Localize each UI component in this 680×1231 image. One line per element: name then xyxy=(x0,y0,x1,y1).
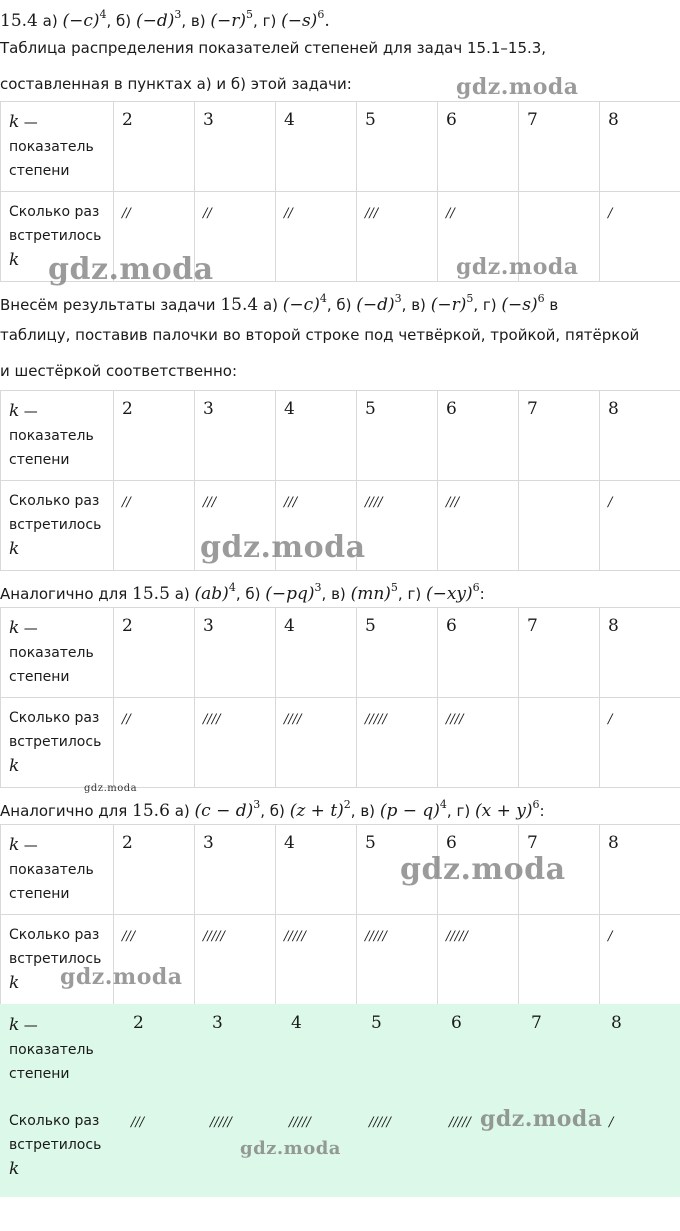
watermark: gdz.moda xyxy=(240,1138,341,1159)
problem-15-4-line: 15.4 а) $(-c)^4$, б) $(-d)^3$, в) $(-r)^5$, г) $(-s)^6$. xyxy=(0,8,330,31)
header-label-cell: k — показатель степени xyxy=(1,1005,123,1101)
table-count-row xyxy=(1,192,680,282)
exponent-cell: 7 xyxy=(519,102,600,192)
exponent-cell: 3 xyxy=(202,1005,281,1101)
answer-table xyxy=(0,1004,680,1197)
tally-cell: // xyxy=(114,192,195,282)
exponent-cell: 6 xyxy=(438,391,519,481)
exponent-cell: 7 xyxy=(521,1005,601,1101)
tally-cell: //// xyxy=(276,698,357,788)
table-count-row xyxy=(1,698,680,788)
tally-cell: /// xyxy=(195,481,276,571)
tally-cell: ///// xyxy=(357,698,438,788)
watermark: gdz.moda xyxy=(400,852,566,887)
exponent-cell: 2 xyxy=(114,608,195,698)
tally-cell: // xyxy=(114,698,195,788)
exponent-cell: 5 xyxy=(357,825,438,915)
watermark: gdz.moda xyxy=(200,530,366,565)
tally-cell: //// xyxy=(357,481,438,571)
expr-b: $(-d)^3$ xyxy=(135,8,182,31)
problem-number: 15.4 xyxy=(0,11,38,31)
para-15-4-line-2: таблицу, поставив палочки во второй строке под четвёркой, тройкой, пятёркой xyxy=(0,326,640,344)
item-g: г) xyxy=(262,12,277,30)
tally-cell xyxy=(519,698,600,788)
tally-cell: ///// xyxy=(276,915,357,1005)
table-header-row xyxy=(1,102,680,192)
tally-cell: ///// xyxy=(441,1101,521,1197)
count-label-cell: Сколько раз встретилось k xyxy=(1,698,114,788)
exponent-cell: 3 xyxy=(195,102,276,192)
count-label-cell: Сколько раз встретилось k xyxy=(1,915,114,1005)
exponent-cell: 4 xyxy=(276,102,357,192)
exponent-cell: 7 xyxy=(519,825,600,915)
header-label-cell: k — показатель степени xyxy=(1,102,114,192)
exponent-table-1 xyxy=(0,101,680,282)
tally-cell: / xyxy=(600,698,680,788)
tally-cell xyxy=(519,481,600,571)
intro-text-line-2: составленная в пунктах а) и б) этой задачи: xyxy=(0,75,352,93)
para-15-4-line-1: Внесём результаты задачи 15.4 а) $(-c)^4$, б) $(-d)^3$, в) $(-r)^5$, г) $(-s)^6$ в xyxy=(0,292,559,315)
exponent-cell: 3 xyxy=(195,608,276,698)
tally-cell: / xyxy=(600,481,680,571)
expr-v: $(-r)^5$ xyxy=(210,8,254,31)
exponent-cell: 6 xyxy=(441,1005,521,1101)
tally-cell: /// xyxy=(114,915,195,1005)
watermark: gdz.moda xyxy=(456,74,579,100)
para-15-4-line-3: и шестёркой соответственно: xyxy=(0,362,238,380)
watermark: gdz.moda xyxy=(48,252,214,287)
expr-g: $(-s)^6$ xyxy=(281,8,325,31)
tally-cell xyxy=(519,192,600,282)
tally-cell: ///// xyxy=(281,1101,361,1197)
exponent-cell: 3 xyxy=(195,391,276,481)
exponent-cell: 5 xyxy=(357,391,438,481)
exponent-cell: 3 xyxy=(195,825,276,915)
tally-cell xyxy=(519,915,600,1005)
exponent-cell: 2 xyxy=(114,391,195,481)
tally-cell: // xyxy=(276,192,357,282)
tally-cell: ///// xyxy=(361,1101,441,1197)
exponent-cell: 5 xyxy=(361,1005,441,1101)
tally-cell: ///// xyxy=(357,915,438,1005)
para-15-6: Аналогично для 15.6 а) $(c - d)^3$, б) $(z + t)^2$, в) $(p - q)^4$, г) $(x + y)^6$: xyxy=(0,798,545,821)
exponent-cell: 7 xyxy=(519,608,600,698)
exponent-cell: 4 xyxy=(276,608,357,698)
exponent-cell: 6 xyxy=(438,825,519,915)
count-label-cell: Сколько раз встретилось k xyxy=(1,481,114,571)
item-b: б) xyxy=(116,12,132,30)
exponent-cell: 2 xyxy=(114,825,195,915)
exponent-cell: 8 xyxy=(601,1005,680,1101)
tally-cell: // xyxy=(195,192,276,282)
tally-cell: /// xyxy=(357,192,438,282)
header-label-cell: k — показатель степени xyxy=(1,608,114,698)
tally-cell: ///// xyxy=(195,915,276,1005)
item-v: в) xyxy=(190,12,206,30)
exponent-table-3 xyxy=(0,607,680,788)
tally-cell xyxy=(521,1101,601,1197)
exponent-cell: 2 xyxy=(114,102,195,192)
count-label-cell: Сколько раз встретилось k xyxy=(1,192,114,282)
period: . xyxy=(324,11,330,31)
table-count-row xyxy=(1,915,680,1005)
exponent-cell: 8 xyxy=(600,102,680,192)
header-label-cell: k — показатель степени xyxy=(1,825,114,915)
tally-cell: / xyxy=(600,915,680,1005)
tally-cell: // xyxy=(438,192,519,282)
intro-text-line-1: Таблица распределения показателей степеней для задач 15.1–15.3, xyxy=(0,39,547,57)
table-header-row xyxy=(1,608,680,698)
watermark: gdz.moda xyxy=(84,783,138,794)
tally-cell: ///// xyxy=(438,915,519,1005)
tally-cell: // xyxy=(114,481,195,571)
exponent-cell: 8 xyxy=(600,825,680,915)
exponent-table-4 xyxy=(0,824,680,1005)
item-a: а) xyxy=(42,12,58,30)
tally-cell: /// xyxy=(438,481,519,571)
exponent-cell: 5 xyxy=(357,608,438,698)
para-15-5: Аналогично для 15.5 а) (ab)$^4$, б) $(-pq)^3$, в) (mn)$^5$, г) $(-xy)^6$: xyxy=(0,581,485,604)
exponent-cell: 4 xyxy=(276,825,357,915)
tally-cell: ///// xyxy=(202,1101,281,1197)
exponent-cell: 2 xyxy=(123,1005,202,1101)
exponent-cell: 7 xyxy=(519,391,600,481)
exponent-table-2 xyxy=(0,390,680,571)
table-count-row xyxy=(1,1101,680,1197)
tally-cell: / xyxy=(600,192,680,282)
table-header-row xyxy=(1,825,680,915)
exponent-cell: 6 xyxy=(438,102,519,192)
watermark: gdz.moda xyxy=(60,964,183,990)
tally-cell: //// xyxy=(195,698,276,788)
exponent-cell: 8 xyxy=(600,608,680,698)
tally-cell: /// xyxy=(276,481,357,571)
exponent-cell: 4 xyxy=(281,1005,361,1101)
watermark: gdz.moda xyxy=(456,254,579,280)
tally-cell: /// xyxy=(123,1101,202,1197)
tally-cell: //// xyxy=(438,698,519,788)
exponent-cell: 8 xyxy=(600,391,680,481)
table-header-row xyxy=(1,1005,680,1101)
watermark: gdz.moda xyxy=(480,1106,603,1132)
count-label-cell: Сколько раз встретилось k xyxy=(1,1101,123,1197)
header-label-cell: k — показатель степени xyxy=(1,391,114,481)
exponent-cell: 5 xyxy=(357,102,438,192)
exponent-cell: 4 xyxy=(276,391,357,481)
tally-cell: / xyxy=(601,1101,680,1197)
expr-a: $(-c)^4$ xyxy=(62,8,107,31)
table-count-row xyxy=(1,481,680,571)
exponent-cell: 6 xyxy=(438,608,519,698)
table-header-row xyxy=(1,391,680,481)
